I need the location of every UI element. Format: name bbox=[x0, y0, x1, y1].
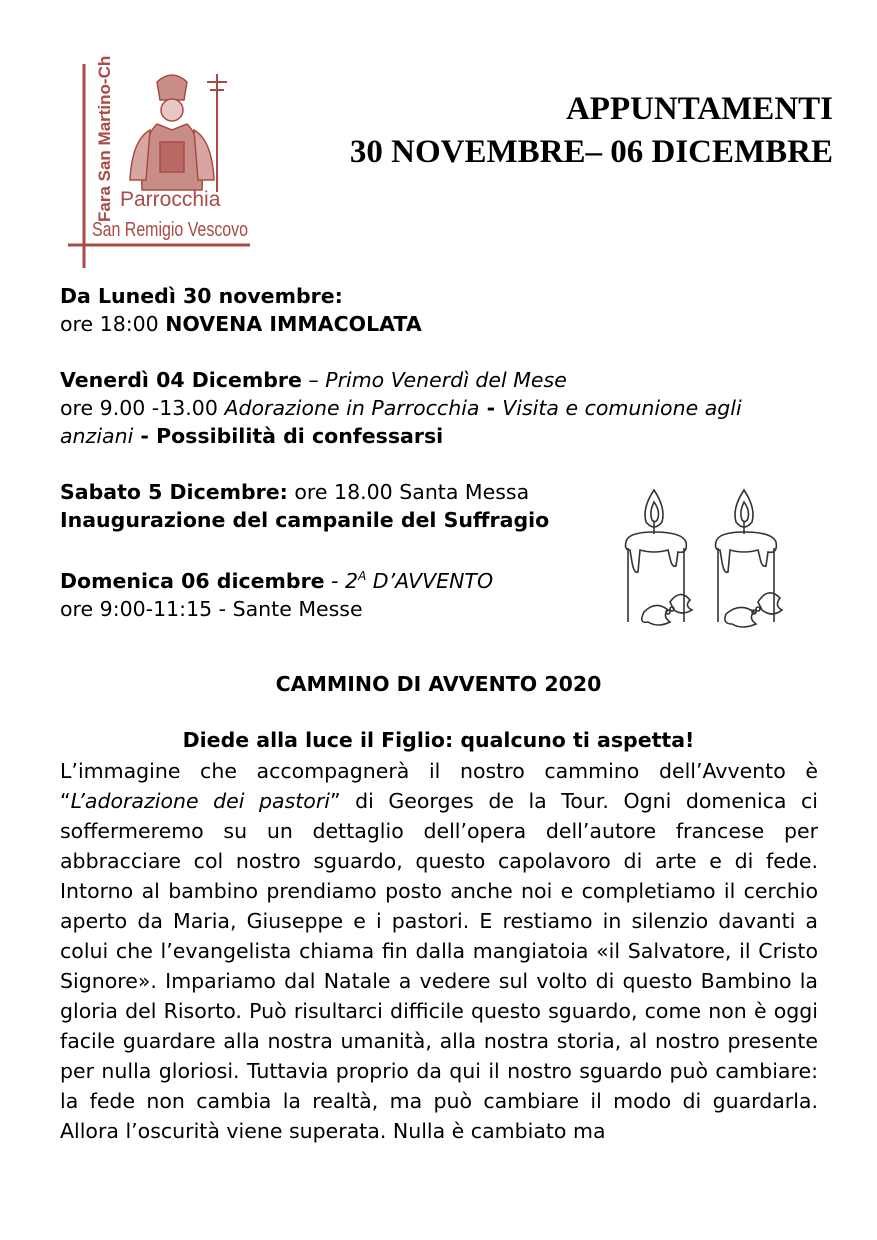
logo-line1: Parrocchia bbox=[120, 188, 221, 211]
section-body: L’immagine che accompagnerà il nostro cammino dell’Avvento è “L’adorazione dei pastori” di Georges de la Tour. Ogni domenica ci soffermeremo su un dettaglio dell’opera dell’autore francese per abbracciare col nostro sguardo, questo capolavoro di arte e di fede. Intorno al bambino prendiamo posto anche noi e completiamo il cerchio aperto da Maria, Giuseppe e i pastori. E restiamo in silenzio davanti a colui che l’evangelista chiama fin dalla mangiatoia «il Salvatore, il Cristo Signore». Impariamo dal Natale a vedere sul volto di questo Bambino la gloria del Risorto. Può risultarci difficile questo sguardo, come non è oggi facile guardare alla nostra umanità, alla nostra storia, al nostro presente per nulla gloriosi. Tuttavia proprio da qui il nostro sguardo può cambiare: la fede non cambia la realtà, ma può cambiare il modo di guardarla. Allora l’oscurità viene superata. Nulla è cambiato ma bbox=[60, 759, 818, 1143]
event-title: NOVENA IMMACOLATA bbox=[165, 312, 422, 336]
logo-vertical-text: Fara San Martino-Ch bbox=[95, 55, 114, 222]
event-day: Sabato 5 Dicembre: bbox=[60, 480, 288, 504]
candle-icon bbox=[716, 490, 783, 627]
logo-line2: San Remigio Vescovo bbox=[92, 219, 248, 241]
event-detail: ore 18.00 Santa Messa bbox=[287, 480, 530, 504]
event-note: $2^A$ D’AVVENTO bbox=[345, 568, 494, 593]
event-activity: Possibilità di confessarsi bbox=[156, 424, 444, 448]
event-day: Venerdì 04 Dicembre bbox=[60, 368, 302, 392]
event-separator: - bbox=[133, 424, 157, 448]
title-line-2: 30 NOVEMBRE– 06 DICEMBRE bbox=[349, 134, 833, 170]
event-day: Domenica 06 dicembre bbox=[60, 568, 325, 593]
candles-illustration bbox=[614, 482, 804, 637]
event-time: ore 18:00 bbox=[60, 312, 159, 336]
event-monday bbox=[60, 282, 820, 338]
event-separator: - bbox=[479, 396, 503, 420]
section-title: CAMMINO DI AVVENTO 2020 bbox=[275, 672, 602, 696]
event-activity: Adorazione in Parrocchia bbox=[224, 396, 480, 420]
event-day: Da Lunedì 30 novembre: bbox=[60, 284, 343, 308]
candle-icon bbox=[626, 490, 693, 625]
section-subtitle: Diede alla luce il Figlio: qualcuno ti aspetta! bbox=[182, 728, 695, 752]
event-friday bbox=[60, 366, 820, 450]
page-title bbox=[350, 88, 833, 174]
event-title: Inaugurazione del campanile del Suffragio bbox=[60, 508, 550, 532]
parish-logo bbox=[62, 55, 254, 270]
event-activity: Visita e comunione agli anziani bbox=[60, 396, 742, 448]
event-time: ore 9.00 -13.00 bbox=[60, 396, 218, 420]
title-line-1: APPUNTAMENTI bbox=[565, 91, 833, 127]
event-dash: - bbox=[324, 568, 346, 593]
event-dash: – bbox=[301, 368, 326, 392]
saint-figure bbox=[130, 75, 214, 190]
event-note: Primo Venerdì del Mese bbox=[325, 368, 567, 392]
event-detail: ore 9:00-11:15 - Sante Messe bbox=[60, 596, 363, 621]
